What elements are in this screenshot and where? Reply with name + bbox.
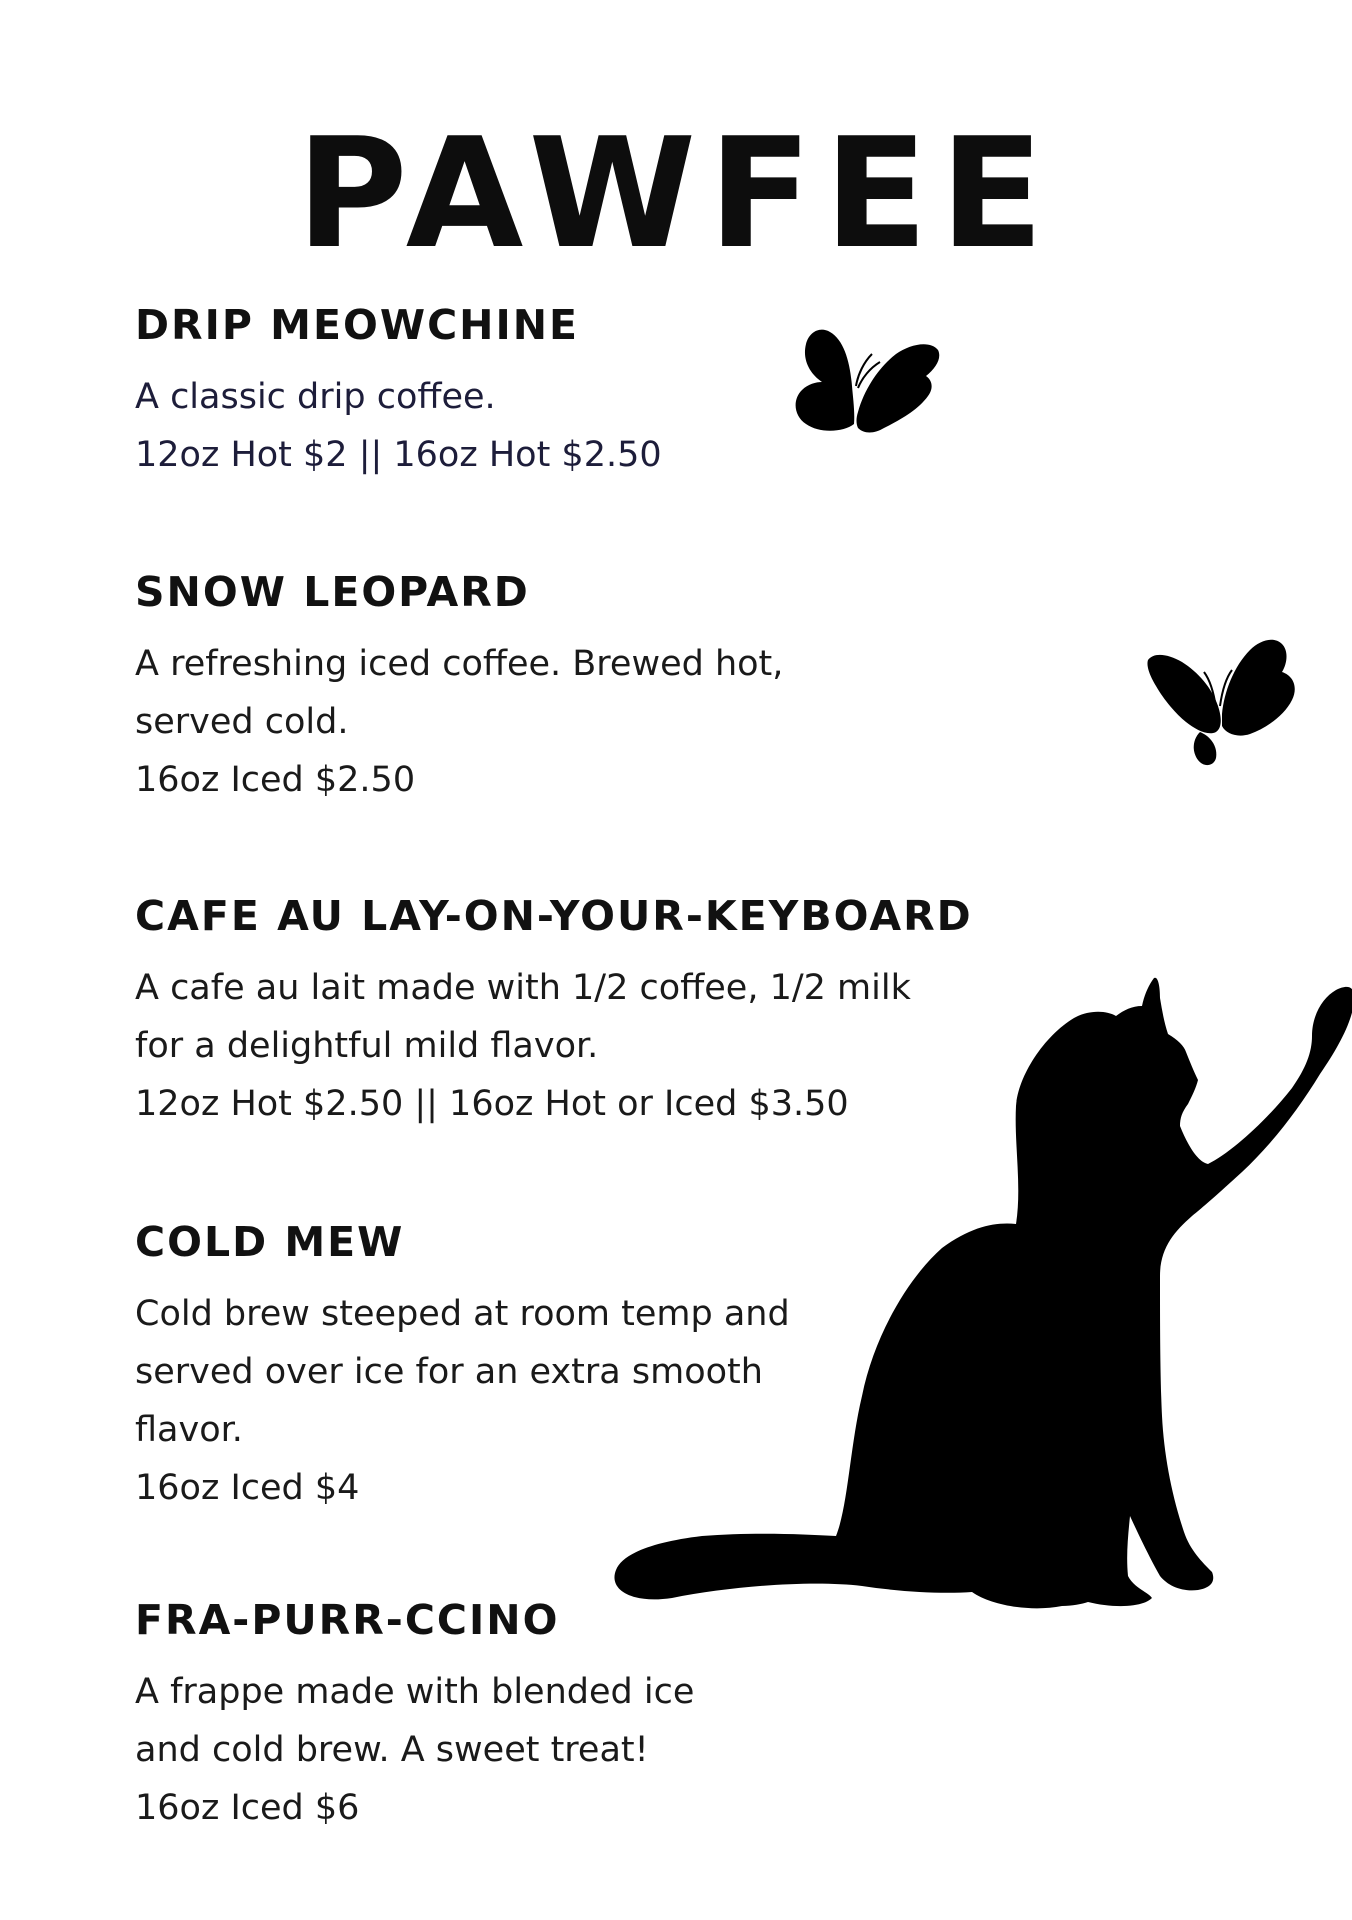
item-name: DRIP MEOWCHINE <box>135 301 580 349</box>
item-price: 16oz Iced $6 <box>135 1788 360 1828</box>
butterfly-icon <box>792 328 940 444</box>
item-price: 16oz Iced $2.50 <box>135 760 416 800</box>
cat-silhouette <box>612 976 1352 1616</box>
item-price: 16oz Iced $4 <box>135 1468 360 1508</box>
menu-item-snow-leopard <box>135 568 784 809</box>
item-description: A classic drip coffee. <box>135 377 496 417</box>
item-description: Cold brew steeped at room temp and served over ice for an extra smooth flavor. <box>135 1294 790 1450</box>
butterfly-icon <box>1146 636 1296 766</box>
item-name: FRA-PURR-CCINO <box>135 1596 560 1644</box>
item-name: CAFE AU LAY-ON-YOUR-KEYBOARD <box>135 892 973 940</box>
item-description: A frappe made with blended ice and cold brew. A sweet treat! <box>135 1672 695 1770</box>
page-title: PAWFEE <box>296 105 1056 282</box>
menu-item-fra-purr-ccino <box>135 1596 695 1837</box>
item-description: A refreshing iced coffee. Brewed hot, served cold. <box>135 644 784 742</box>
item-name: SNOW LEOPARD <box>135 568 530 616</box>
item-price: 12oz Hot $2 || 16oz Hot $2.50 <box>135 435 662 475</box>
item-price: 12oz Hot $2.50 || 16oz Hot or Iced $3.50 <box>135 1084 849 1124</box>
menu-item-drip-meowchine <box>135 301 662 484</box>
item-name: COLD MEW <box>135 1218 405 1266</box>
item-description: A cafe au lait made with 1/2 coffee, 1/2 milk for a delightful mild flavor. <box>135 968 911 1066</box>
